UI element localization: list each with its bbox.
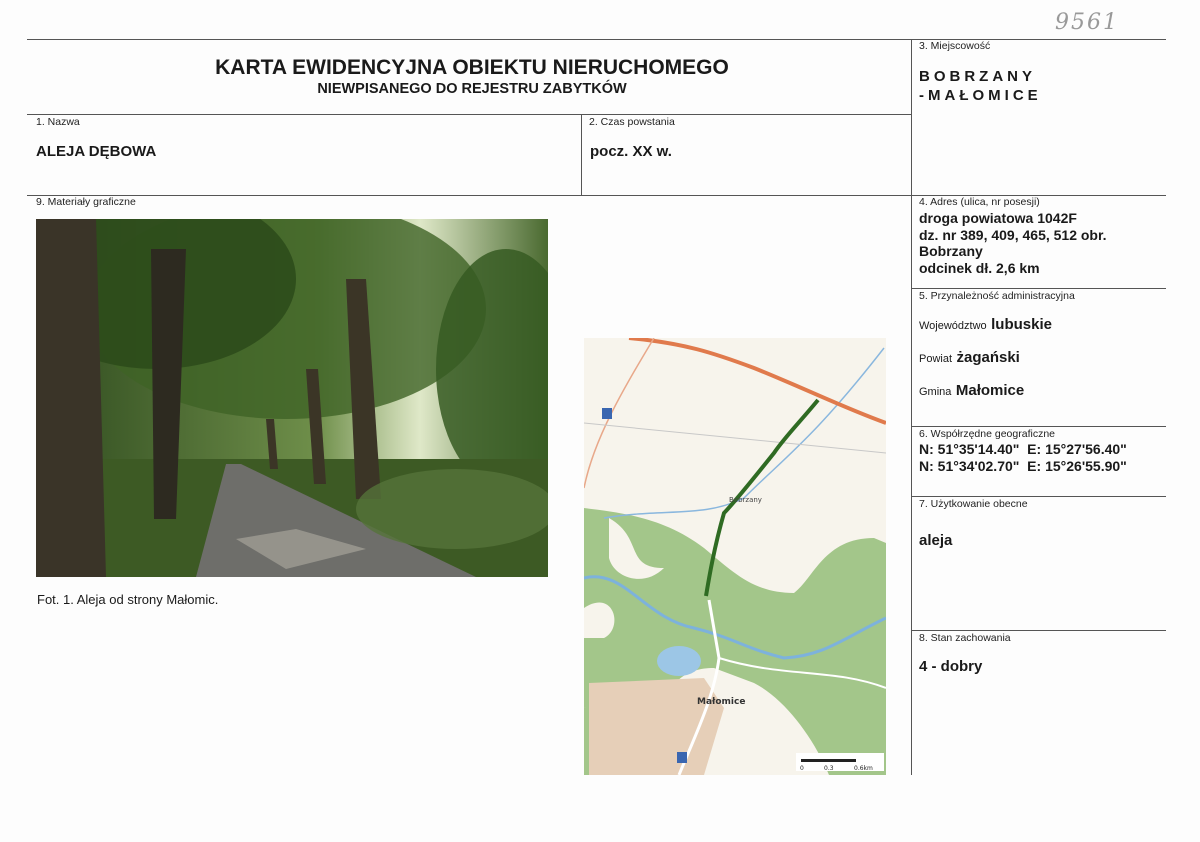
county-label: Powiat — [919, 353, 953, 365]
coordinates-line: N: 51°35'14.40" E: 15°27'56.40" — [919, 441, 1127, 457]
condition-value: 4 - dobry — [919, 658, 983, 675]
scale-label: 0.3 — [824, 765, 834, 772]
alley-photo — [36, 219, 548, 577]
bus-stop-icon — [602, 408, 612, 419]
locality-line-1: BOBRZANY — [919, 68, 1036, 85]
address-value — [919, 210, 1107, 276]
commune-label: Gmina — [919, 386, 952, 398]
address-label: 4. Adres (ulica, nr posesji) — [919, 196, 1040, 208]
name-label: 1. Nazwa — [36, 116, 80, 128]
divider — [911, 426, 1166, 427]
voivodeship-label: Województwo — [919, 320, 987, 332]
divider — [911, 496, 1166, 497]
commune-row — [919, 382, 1024, 400]
divider — [27, 39, 1166, 40]
graphics-label: 9. Materiały graficzne — [36, 196, 136, 208]
condition-label: 8. Stan zachowania — [919, 632, 1011, 644]
name-value: ALEJA DĘBOWA — [36, 143, 157, 160]
voivodeship-value: lubuskie — [991, 316, 1052, 333]
handwritten-number: 9561 — [1055, 10, 1119, 35]
locality-label: 3. Miejscowość — [919, 40, 991, 52]
document-title: KARTA EWIDENCYJNA OBIEKTU NIERUCHOMEGO — [215, 56, 729, 79]
scale-bar — [801, 759, 856, 762]
locality-value — [919, 67, 1042, 105]
divider — [911, 630, 1166, 631]
county-row — [919, 349, 1020, 367]
address-line: Bobrzany — [919, 243, 983, 259]
admin-label: 5. Przynależność administracyjna — [919, 290, 1075, 302]
coordinates-value — [919, 441, 1127, 474]
address-line: odcinek dł. 2,6 km — [919, 259, 1040, 276]
bus-stop-icon — [677, 752, 687, 763]
map-label-malomice: Małomice — [697, 697, 746, 707]
divider — [911, 288, 1166, 289]
location-map — [584, 338, 886, 775]
coordinates-label: 6. Współrzędne geograficzne — [919, 428, 1055, 440]
photo-caption: Fot. 1. Aleja od strony Małomic. — [37, 592, 219, 607]
address-line: dz. nr 389, 409, 465, 512 obr. — [919, 226, 1107, 243]
document-subtitle: NIEWPISANEGO DO REJESTRU ZABYTKÓW — [317, 81, 627, 97]
date-label: 2. Czas powstania — [589, 116, 675, 128]
county-value: żagański — [956, 349, 1020, 366]
usage-value: aleja — [919, 532, 953, 549]
address-line: droga powiatowa 1042F — [919, 210, 1077, 226]
divider — [581, 114, 582, 195]
commune-value: Małomice — [955, 382, 1025, 399]
usage-label: 7. Użytkowanie obecne — [919, 498, 1028, 510]
date-value: pocz. XX w. — [590, 143, 672, 160]
voivodeship-row — [919, 316, 1052, 334]
coordinates-line: N: 51°34'02.70" E: 15°26'55.90" — [919, 457, 1127, 474]
divider — [27, 114, 911, 115]
scale-label: 0.6km — [854, 765, 873, 772]
scale-label: 0 — [800, 765, 804, 772]
divider — [911, 39, 912, 775]
map-label-bobrzany: Bobrzany — [729, 496, 762, 504]
locality-line-2: -MAŁOMICE — [919, 87, 1042, 104]
